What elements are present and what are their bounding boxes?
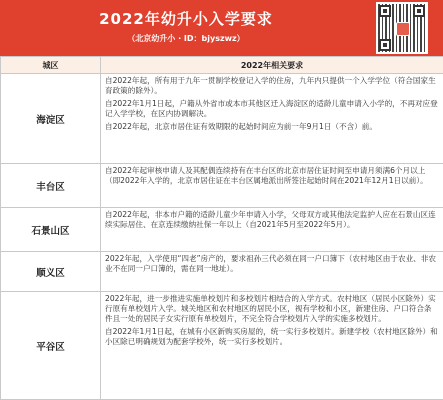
requirement-text: 自2022年1月1日起，在城有小区新购买房屋的，统一实行多校划片。新建学校（农村地区除外）和小区除已明确规划为配套学校外，统一实行多校划片。 [105,327,438,346]
requirement-text: 自2022年起，所有用于九年一贯制学校登记入学的住房，九年内只提供一个入学学位（符合国家生育政策的除外）。 [105,76,436,95]
qr-finder-top-left [379,5,391,17]
page-subtitle: （北京幼升小 · ID：bjyszwz） [127,34,245,43]
page-title: 2022年幼升小入学要求 [99,10,273,28]
table-row [1,252,443,292]
requirement-text: 自2022年起审核申请人及其配偶连续持有在丰台区的北京市居住证时间至申请月须满6个月以上（即2022年入学的，北京市居住证在丰台区属地派出所签注起始时间在2021年12月1日以前）。 [105,166,428,185]
table-header-row [1,57,443,74]
requirements-cell [101,252,443,292]
requirement-text: 自2022年起，非本市户籍的适龄儿童少年申请入小学，父母双方或其他法定监护人应在石景山区连续实际居住、在京连续缴纳社保一年以上（自2021年5月至2022年5月）。 [105,210,436,229]
requirements-cell [101,74,443,164]
column-header-district: 城区 [1,57,101,74]
table-row [1,164,443,208]
district-cell: 顺义区 [1,252,101,292]
qr-code-icon [376,2,428,54]
district-cell: 石景山区 [1,208,101,252]
district-cell: 平谷区 [1,292,101,400]
requirements-cell [101,164,443,208]
column-header-requirements: 2022年相关要求 [101,57,443,74]
requirements-cell [101,208,443,252]
header-banner [0,0,443,56]
district-cell: 海淀区 [1,74,101,164]
district-cell: 丰台区 [1,164,101,208]
requirement-text: 2022年起，入学使用“四老”房产的，要求祖孙三代必须在同一户口簿下（农村地区由于农业、非农业不在同一户口簿的，需在同一地址）。 [105,254,436,273]
requirements-table [0,56,443,400]
table-row [1,208,443,252]
qr-finder-top-right [413,5,425,17]
table-row [1,292,443,400]
requirement-text: 自2022年1月1日起，户籍从外省市或本市其他区迁入海淀区的适龄儿童申请入小学的，不再对应登记入学学校，在区内协调解决。 [105,99,438,118]
table-row [1,74,443,164]
qr-logo [396,22,410,36]
qr-code-pattern [378,4,426,52]
requirements-cell [101,292,443,400]
requirement-text: 自2022年起，北京市居住证有效期限的起始时间应为前一年9月1日（不含）前。 [105,122,377,131]
qr-finder-bottom-left [379,39,391,51]
requirement-text: 2022年起，进一步推进实施单校划片和多校划片相结合的入学方式。农村地区（居民小区除外）实行原有单校划片入学。城关地区和农村地区的居民小区，视有学校和小区，新建住房、户口符合条件且一处的居民子女实行原有单校划片，不完全符合学校划片入学的实施多校划片。 [105,294,436,323]
